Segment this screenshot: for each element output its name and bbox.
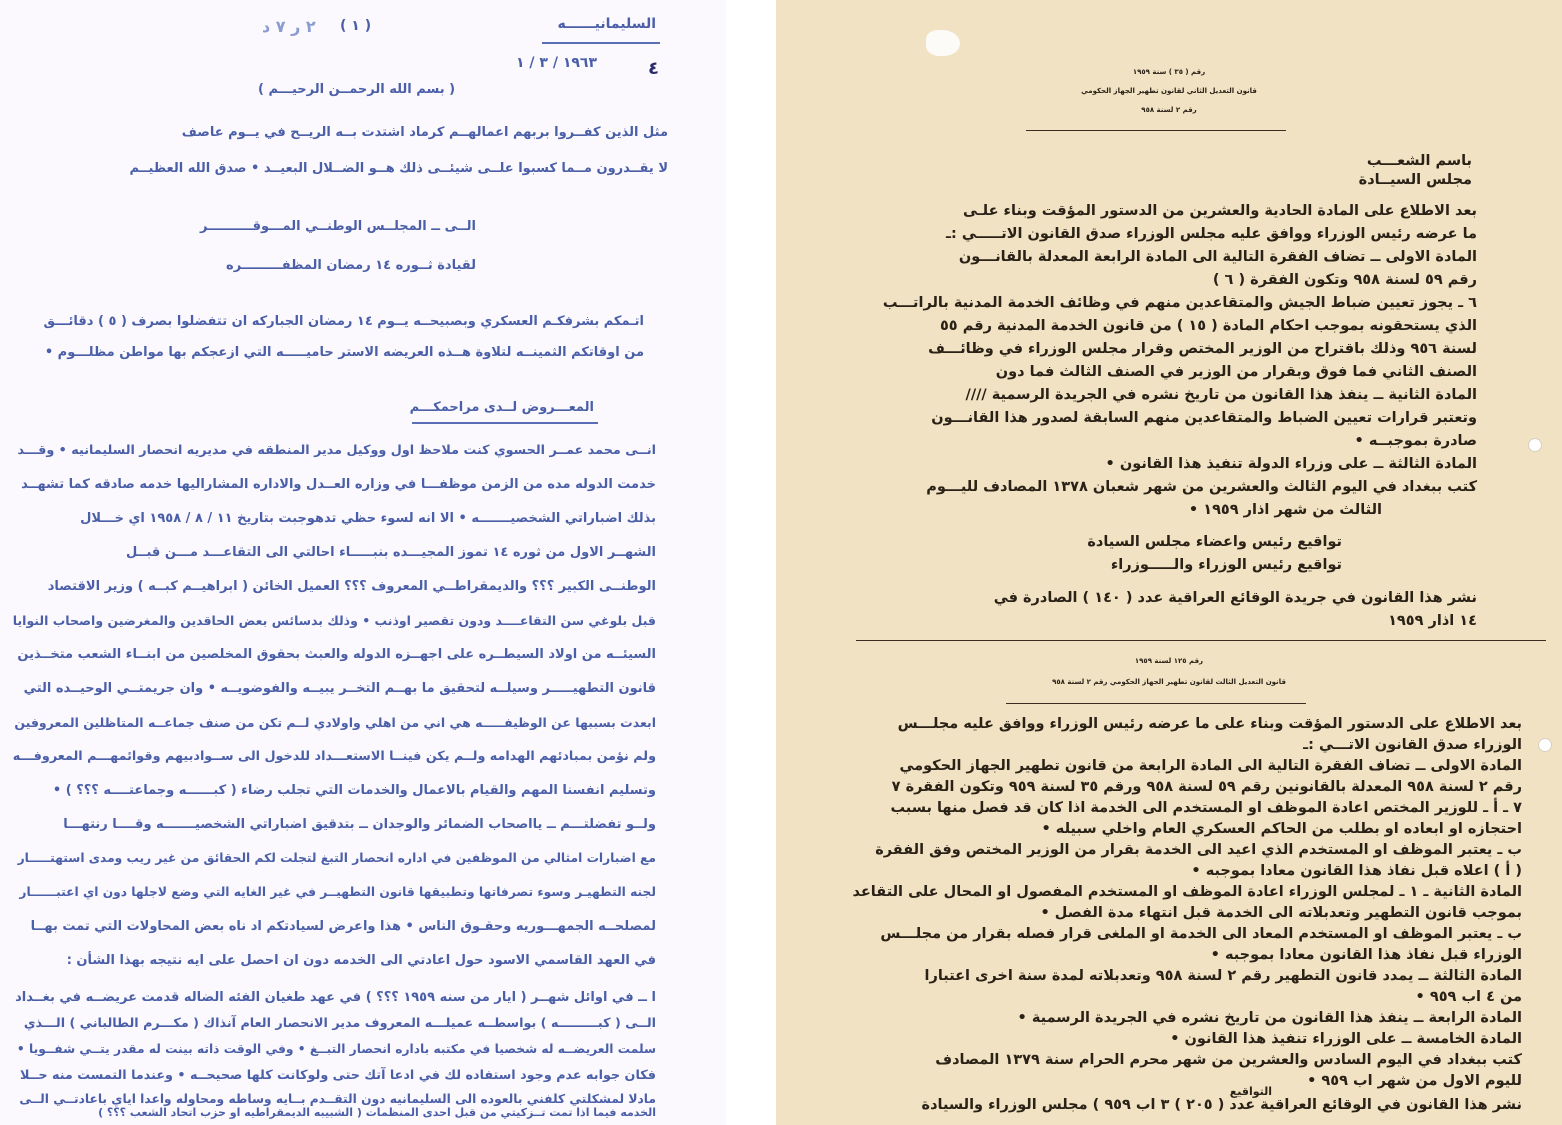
body-line: انــى محمد عمــر الحسوي كنت ملاحظ اول ووكيل مدير المنطقه في مديريه انحصار السليمانيه • وقـــد — [17, 443, 656, 458]
law2-line: ب ـ يعتبر الموظف او المستخدم المعاد الى الخدمة او الملغى قرار فصله بقرار من مجلـــس — [880, 926, 1522, 942]
body-line: خدمت الدوله مده من الزمن موظفـــا في وزاره العــدل والاداره المشاراليها خدمه صادقه كما تشهــد — [21, 477, 656, 492]
body-line: قانون التطهيـــــر وسيلــه لتحقيق ما بهــم التخــر يبيــه والفوضويــه • وان جريمتــي الوحيــده التي — [23, 681, 656, 696]
body-line: ا ــ في اوائل شهــر ( ايار من سنه ١٩٥٩ ؟؟؟ ) في عهد طغيان الفئه الضاله قدمت عريضــه في بغــداد — [15, 990, 656, 1005]
subheading-underline — [412, 422, 598, 424]
header-date: ۱۹٦۳ / ۳ / ۱ — [516, 55, 598, 71]
law2-line: المادة الخامسة ــ على الوزراء تنفيذ هذا القانون • — [1170, 1031, 1522, 1047]
title-rule — [1006, 703, 1306, 704]
law2-line: المادة الثانية ـ ١ ـ لمجلس الوزراء اعادة الموظف او المستخدم المفصول او المحال على التقاعد — [852, 884, 1522, 900]
law1-line: رقم ٥٩ لسنة ٩٥٨ وتكون الفقرة ( ٦ ) — [1212, 272, 1477, 288]
body-line: وتسليم انفسنا المهم والقيام بالاعمال والخدمات التي تجلب رضاء ( كبــــــه وجماعتــــه ؟؟؟ ) • — [52, 783, 656, 798]
law2-line: الوزراء قبل نفاذ هذا القانون معادا بموجبه • — [1210, 947, 1522, 963]
petition-page — [0, 0, 726, 1125]
body-line: الوطنــى الكبير ؟؟؟ والديمقراطــي المعروف ؟؟؟ العميل الخائن ( ابراهيــم كبــه ) وزير الاقتصاد — [47, 579, 656, 594]
body-line: سلمت العريضــه له شخصيا في مكتبه باداره انحصار التبــغ • وفي الوقت ذاته بينت له مقدر يتــي شفــويا • — [16, 1042, 656, 1056]
body-line: الشهــر الاول من ثوره ١٤ تموز المجيـــده بنبـــــاء احالتي الى التقاعـــد مـــن قبــل — [126, 545, 656, 560]
law1-title-line: رقم ٢ لسنة ٩٥٨ — [1141, 106, 1197, 114]
body-line: ولم نؤمن بمبادئهم الهدامه ولــم يكن فينــا الاستعـــداد للدخول الى ســوادبيهم وقوائمهـــم المعروفـــه — [12, 749, 656, 764]
punch-hole — [1528, 438, 1542, 452]
law2-line: بموجب قانون التطهير وتعدبلاته الى الخدمة قبل انتهاء مدة الفصل • — [1040, 905, 1522, 921]
header-place-underline — [542, 42, 660, 44]
law2-line: ٧ ـ أ ـ للوزير المختص اعادة الموظف او المستخدم الى الخدمة اذا كان قد فصل منها بسبب — [890, 800, 1522, 816]
body-line: ولــو تفضلتـــم ــ يااصحاب الضمائر والوجدان ــ بتدقيق اضباراتي الشخصيـــــــه وقــــا رنتهـــا — [63, 817, 656, 832]
verse-line: لا يقــدرون مــما كسبوا علــى شيئــى ذلك هــو الضــلال البعيــد • صدق الله العظيــم — [129, 161, 668, 176]
law1-line: ٦ ـ يجوز تعيين ضباط الجيش والمتقاعدين منهم في وظائف الخدمة المدنية بالراتـــب — [882, 295, 1477, 311]
body-line: الخدمه فيما اذا تمت تــزكيتي من قبل احدى المنظمات ( الشبيبه الديمقراطيه او حزب اتحاد الشعب ؟؟؟ ) — [98, 1106, 656, 1119]
law1-line: ما عرضه رئيس الوزراء ووافق عليه مجلس الوزراء صدق القانون الاتـــــي :ـ — [946, 226, 1477, 242]
law2-number: رقم ١٢٥ لسنة ١٩٥٩ — [1134, 657, 1204, 665]
law1-line: الثالث من شهر اذار ١٩٥٩ • — [1188, 502, 1382, 518]
law2-line: من ٤ اب ٩٥٩ • — [1415, 989, 1522, 1005]
subheading: المعـــروض لــدى مراحمكـــم — [409, 400, 594, 415]
law2-line: كتب ببغداد في اليوم السادس والعشرين من شهر محرم الحرام سنة ١٣٧٩ المصادف — [935, 1052, 1522, 1068]
law2-title: قانون التعديل الثالث لقانون تطهير الجهاز الحكومي رقم ٢ لسنة ٩٥٨ — [1052, 678, 1286, 686]
law2-line: رقم ٢ لسنة ٩٥٨ المعدلة بالقانونين رقم ٥٩ لسنة ٩٥٨ ورقم ٣٥ لسنة ٩٥٩ وتكون الفقرة ٧ — [891, 779, 1522, 795]
law2-line: احتجازه او ابعاده او بطلب من الحاكم العسكري العام واخلي سبيله • — [1041, 821, 1522, 837]
law2-line: بعد الاطلاع على الدستور المؤقت وبناء على ما عرضه رئيس الوزراء ووافق عليه مجلـــس — [897, 716, 1522, 732]
law1-line: كتب ببغداد في اليوم الثالث والعشرين من شهر شعبان ١٣٧٨ المصادف لليـــوم — [926, 479, 1477, 495]
law2-line: المادة الرابعة ــ ينفذ هذا القانون من تاريخ نشره في الجريدة الرسمية • — [1017, 1010, 1522, 1026]
body-line: بذلك اضباراتي الشخصيـــــــه • الا انه لسوء حظي تدهوجبت بتاريخ ١١ / ٨ / ١٩٥٨ اي خـــلال — [80, 511, 656, 526]
law1-line: بعد الاطلاع على المادة الحادية والعشرين من الدستور المؤقت وبناء علـى — [963, 203, 1477, 219]
law2-line: المادة الاولى ــ تضاف الفقرة التالية الى المادة الرابعة من قانون تطهير الجهاز الحكومي — [899, 758, 1522, 774]
body-line: لجنه التطهيـر وسوء تصرفاتها وتطبيقها قانون التطهيــر في غير الغايه التي وضع لاجلها دون اي اعتبــــــار — [19, 885, 656, 899]
verse-line: مثل الذين كفــروا بربهم اعمالهــم كرماد اشتدت بــه الريــح في يــوم عاصف — [181, 125, 668, 140]
law1-line: المادة الثانية ــ ينفذ هذا القانون من تاريخ نشره في الجريدة الرسمية //// — [965, 387, 1477, 403]
law1-line: لسنة ٩٥٦ وذلك باقتراح من الوزير المختص وقرار مجلس الوزراء في وظائـــف — [928, 341, 1477, 357]
signature-line: تواقيع رئيس واعضاء مجلس السيادة — [1087, 534, 1342, 550]
page-number: ( ۱ ) — [340, 18, 372, 34]
section-rule — [856, 640, 1546, 641]
opening-line: اتـمكم بشرفكـم العسكري وبصبيحــه يــوم ١٤ رمضان الجباركه ان تتفضلوا بصرف ( ٥ ) دقائـــق — [43, 314, 644, 329]
body-line: لمصلحــه الجمهـــوريه وحقـوق الناس • هذا واعرض لسيادتكم اد ناه بعض المحاولات التي تمت بهــا — [30, 919, 656, 934]
body-line: فكان جوابه عدم وجود استفاده لك في ادعا آتك حتى ولوكانت كلها صحيحــه • وعندما التمست منه حــلا — [19, 1068, 656, 1083]
signature-line: تواقيع رئيس الوزراء والـــــوزراء — [1110, 557, 1342, 573]
law1-line: الصنف الثاني فما فوق وبقرار من الوزير في الصنف الثالث فما دون — [995, 364, 1477, 380]
publication-line: نشر هذا القانون في جريدة الوقائع العراقية عدد ( ١٤٠ ) الصادرة في — [993, 590, 1477, 606]
law1-line: المادة الثالثة ــ على وزراء الدولة تنفيذ هذا القانون • — [1105, 456, 1477, 472]
law1-number: رقم ( ٣٥ ) سنة ١٩٥٩ — [1132, 68, 1206, 76]
law2-line: نشر هذا القانون في الوقائع العراقية عدد ( ٢٠٥ ) ٣ اب ٩٥٩ ) مجلس الوزراء والسيادة — [921, 1097, 1522, 1113]
authority-line: باسم الشعـــب — [1366, 153, 1472, 169]
law1-line: وتعتبر قرارات تعيين الضباط والمتقاعدين منهم السابقة لصدور هذا القانـــون — [931, 410, 1477, 426]
body-line: السيئــه من اولاد السيطــره على اجهــزه الدوله والعبث بحقوق المخلصين من ابنــاء الشعب متخــذين — [17, 647, 656, 662]
header-place: السليمانيــــــه — [557, 16, 656, 32]
paper-blot — [926, 30, 960, 56]
law1-title-line: قانون التعديل الثاني لقانون تطهير الجهاز الحكومي — [1081, 87, 1257, 95]
publication-line: ١٤ اذار ١٩٥٩ — [1388, 613, 1477, 629]
law2-tail: التواقيع — [1229, 1085, 1272, 1098]
authority-line: مجلس السيــادة — [1358, 172, 1472, 188]
body-line: الــى ( كبـــــــــه ) بواسطــه عميلـــه المعروف مدير الانحصار العام آنذاك ( مكـــرم الطالباني ) الـــذي — [23, 1016, 656, 1031]
address-line: الــى ــ المجلــس الوطنــي المـــوقــــــــــر — [199, 219, 476, 234]
body-line: مع اضبارات امثالي من الموظفين في اداره انحصار التبغ لتجلت لكم الحقائق من غير ريب ومدى استهتـــــار — [17, 851, 656, 865]
law2-line: الوزراء صدق القانون الاتـــي :ـ — [1303, 737, 1522, 753]
law2-line: ب ـ يعتبر الموظف او المستخدم الذي اعيد الى الخدمة بقرار من الوزير المختص وفق الفقرة — [875, 842, 1522, 858]
opening-line: من اوقاتكم الثمينــه لتلاوة هــذه العريضه الاستر حاميـــــه التي ازعجكم بها مواطن مظلـــوم • — [44, 345, 644, 360]
law1-line: صادرة بموجبــه • — [1354, 433, 1477, 449]
law2-line: ( أ ) اعلاه قبل نفاذ هذا القانون معادا بموجبه • — [1191, 863, 1522, 879]
law-page — [776, 0, 1562, 1125]
body-line: مادلا لمشكلتي كلفني بالعوده الى السليمانيه دون التقــدم بــايه وساطه ومحاوله واعدا اياي باعادتــي الــى — [19, 1092, 656, 1106]
basmala: ( بسم الله الرحمــن الرحيـــم ) — [258, 82, 456, 97]
top-scribble: ۲ ر ۷ د — [262, 17, 316, 36]
address-line: لقيادة ثــوره ١٤ رمضان المظفـــــــــره — [226, 258, 476, 273]
body-line: في العهد القاسمي الاسود حول اعادتي الى الخدمه دون ان احصل على ايه نتيجه بهذا الشأن : — [66, 953, 656, 968]
date-margin-mark: ٤ — [648, 58, 659, 79]
body-line: ابعدت بسببها عن الوظيفـــــه هي اني من اهلي واولادي لــم تكن من صنف جماعــه المتاظلين المعروفين — [14, 715, 656, 730]
law2-line: لليوم الاول من شهر اب ٩٥٩ • — [1307, 1073, 1522, 1089]
title-rule — [1026, 130, 1286, 131]
punch-hole — [1538, 738, 1552, 752]
body-line: قبل بلوغي سن التقاعــــد ودون تقصير اوذنب • وذلك بدسائس بعض الحاقدين والمغرضين واصحاب النوايا — [12, 613, 656, 628]
law1-line: الذي يستحقونه بموجب احكام المادة ( ١٥ ) من قانون الخدمة المدنية رقم ٥٥ — [939, 318, 1477, 334]
law2-line: المادة الثالثة ــ يمدد قانون التطهير رقم ٢ لسنة ٩٥٨ وتعدبلاته لمدة سنة اخرى اعتبارا — [924, 968, 1522, 984]
law1-line: المادة الاولى ــ تضاف الفقرة التالية الى المادة الرابعة المعدلة بالقانـــون — [958, 249, 1477, 265]
